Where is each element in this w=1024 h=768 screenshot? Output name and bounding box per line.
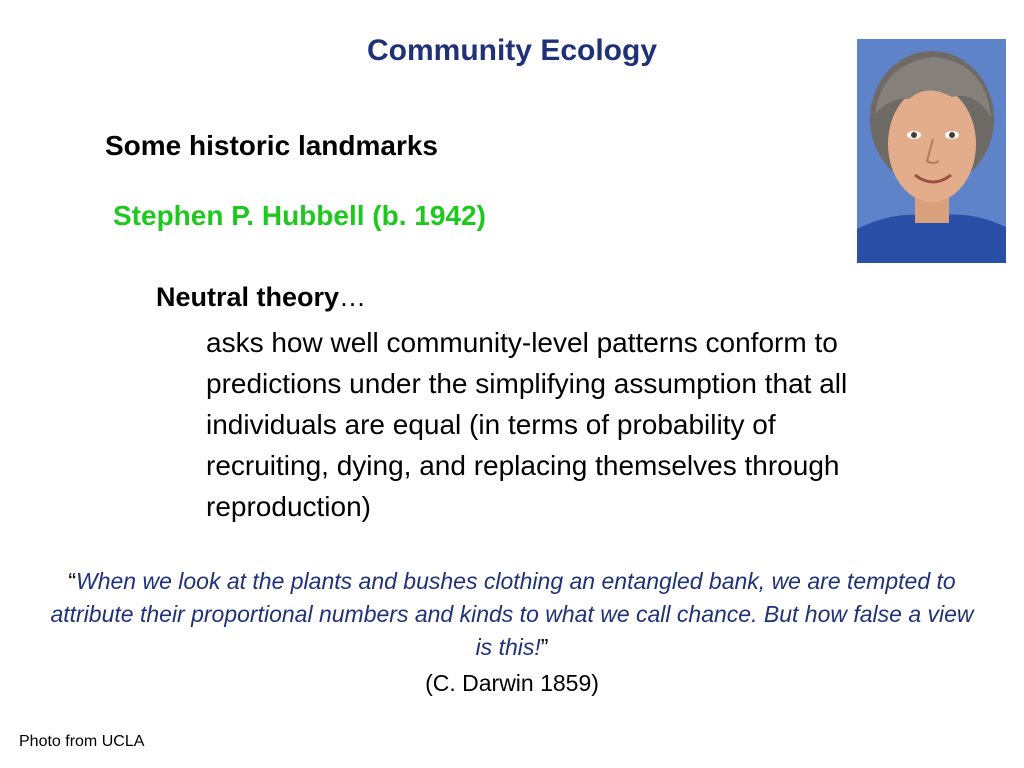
photo-credit: Photo from UCLA bbox=[19, 733, 145, 750]
description-line: individuals are equal (in terms of probability of bbox=[206, 409, 776, 440]
description-line: reproduction) bbox=[206, 491, 371, 522]
description-line: recruiting, dying, and replacing themselves through bbox=[206, 450, 840, 481]
close-quote-mark: ” bbox=[540, 634, 549, 660]
slide-title: Community Ecology bbox=[366, 34, 658, 67]
topic-ellipsis: … bbox=[339, 282, 367, 312]
open-quote-mark: “ bbox=[68, 568, 76, 594]
topic-heading bbox=[156, 282, 366, 313]
person-name: Stephen P. Hubbell (b. 1942) bbox=[113, 200, 486, 231]
quote-text: When we look at the plants and bushes clothing an entangled bank, we are tempted to attribute their proportional numbers and kinds to what we call chance. But how false a view is this! bbox=[50, 568, 974, 660]
darwin-quote bbox=[40, 565, 984, 664]
topic-term: Neutral theory bbox=[156, 282, 340, 312]
portrait-photo bbox=[857, 39, 1006, 263]
topic-description bbox=[206, 322, 1006, 527]
description-line: asks how well community-level patterns conform to bbox=[206, 327, 838, 358]
description-line: predictions under the simplifying assumption that all bbox=[206, 368, 848, 399]
portrait-illustration bbox=[857, 39, 1006, 263]
quote-citation: (C. Darwin 1859) bbox=[425, 670, 599, 696]
slide-subtitle: Some historic landmarks bbox=[105, 130, 439, 161]
